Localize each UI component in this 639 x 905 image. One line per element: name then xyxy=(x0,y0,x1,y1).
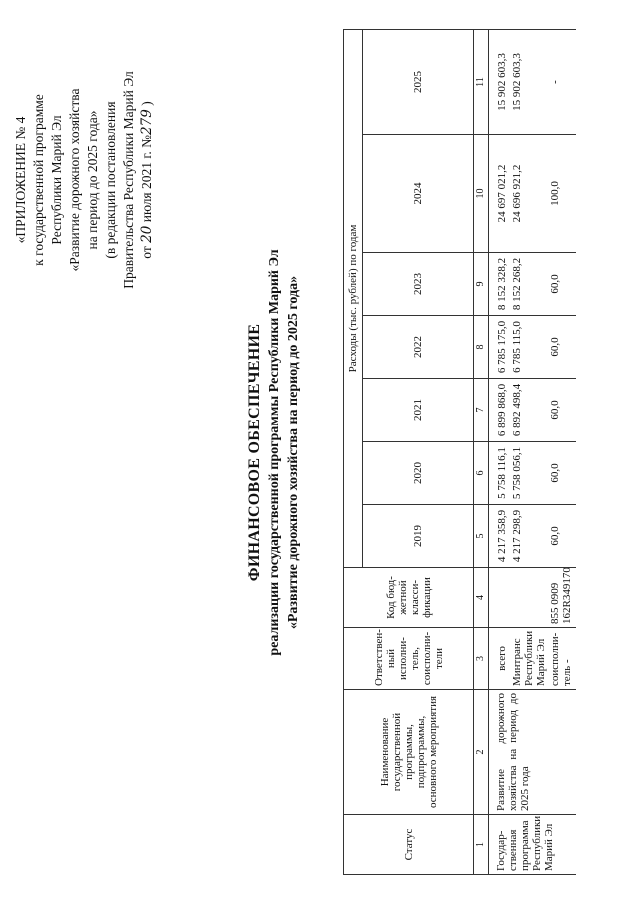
column-number: 9 xyxy=(474,253,489,316)
value-cell: 15 902 603,3 xyxy=(489,29,511,134)
title-block xyxy=(245,60,303,845)
column-number: 6 xyxy=(474,442,489,505)
header-expenses: Расходы (тыс. рублей) по годам xyxy=(344,29,363,567)
appendix-line: «ПРИЛОЖЕНИЕ № 4 xyxy=(13,116,28,244)
date-month-year: июля 2021 г. № xyxy=(139,134,154,223)
appendix-line: на период до 2025 года» xyxy=(85,110,100,250)
column-number: 2 xyxy=(474,690,489,815)
value-cell: 6 892 498,4 xyxy=(510,379,548,442)
appendix-line: (в редакции постановления xyxy=(103,101,118,259)
value-cell: 4 217 358,9 xyxy=(489,505,511,568)
value-cell: 15 902 603,3 xyxy=(510,29,548,134)
header-year: 2020 xyxy=(363,442,474,505)
appendix-line: Республики Марий Эл xyxy=(49,115,64,245)
column-number: 3 xyxy=(474,628,489,690)
financing-table xyxy=(343,29,576,875)
appendix-line: «Развитие дорожного хозяйства xyxy=(67,88,82,272)
header-name: Наименование государственной программы, подпрограммы, основного мероприятия xyxy=(344,690,474,815)
row-responsible: всего xyxy=(489,628,511,690)
date-day-handwritten: 20 xyxy=(139,225,155,243)
appendix-block xyxy=(12,15,156,345)
row-responsible: соисполни-тель - xyxy=(548,628,576,690)
value-cell: 60,0 xyxy=(548,316,576,379)
value-cell: 60,0 xyxy=(548,253,576,316)
appendix-line: к государственной программе xyxy=(31,94,46,266)
header-code: Код бюд-жетной класси-фикации xyxy=(344,568,474,628)
date-close: ) xyxy=(139,101,154,106)
value-cell: 60,0 xyxy=(548,379,576,442)
column-number: 11 xyxy=(474,29,489,134)
row-code xyxy=(489,568,511,628)
row-status: Государ-ственная программа Республики Марий Эл xyxy=(489,815,577,875)
column-number: 10 xyxy=(474,135,489,253)
document-subtitle-2: «Развитие дорожного хозяйства на период до 2025 года» xyxy=(286,275,301,630)
column-number: 1 xyxy=(474,815,489,875)
column-number: 5 xyxy=(474,505,489,568)
value-cell: 6 785 115,0 xyxy=(510,316,548,379)
row-code: 855 0909 162R349170 xyxy=(548,568,576,628)
header-year: 2019 xyxy=(363,505,474,568)
value-cell: 60,0 xyxy=(548,505,576,568)
column-number: 8 xyxy=(474,316,489,379)
value-cell: 100,0 xyxy=(548,135,576,253)
value-cell: 6 785 175,0 xyxy=(489,316,511,379)
value-cell: 5 758 116,1 xyxy=(489,442,511,505)
column-number: 7 xyxy=(474,379,489,442)
value-cell: 4 217 298,9 xyxy=(510,505,548,568)
header-year: 2024 xyxy=(363,135,474,253)
row-name: Развитие дорожного хозяйства на период до 2025 года xyxy=(489,690,577,815)
document-subtitle-1: реализации государственной программы Республики Марий Эл xyxy=(267,249,282,656)
header-year: 2022 xyxy=(363,316,474,379)
row-code xyxy=(510,568,548,628)
resolution-number-handwritten: 279 xyxy=(139,109,155,135)
column-number: 4 xyxy=(474,568,489,628)
value-cell: - xyxy=(548,29,576,134)
header-year: 2025 xyxy=(363,29,474,134)
row-responsible: Минтранс Республики Марий Эл xyxy=(510,628,548,690)
header-status: Статус xyxy=(344,815,474,875)
value-cell: 8 152 328,2 xyxy=(489,253,511,316)
value-cell: 6 899 868,0 xyxy=(489,379,511,442)
header-responsible: Ответствен-ный исполни-тель, соисполни-тели xyxy=(344,628,474,690)
value-cell: 24 697 021,2 xyxy=(489,135,511,253)
appendix-date-line xyxy=(138,15,156,345)
value-cell: 8 152 268,2 xyxy=(510,253,548,316)
value-cell: 60,0 xyxy=(548,442,576,505)
value-cell: 5 758 056,1 xyxy=(510,442,548,505)
header-year: 2023 xyxy=(363,253,474,316)
date-prefix: от xyxy=(139,246,154,259)
appendix-line: Правительства Республики Марий Эл xyxy=(121,71,136,289)
header-year: 2021 xyxy=(363,379,474,442)
value-cell: 24 696 921,2 xyxy=(510,135,548,253)
document-title: ФИНАНСОВОЕ ОБЕСПЕЧЕНИЕ xyxy=(246,323,263,582)
